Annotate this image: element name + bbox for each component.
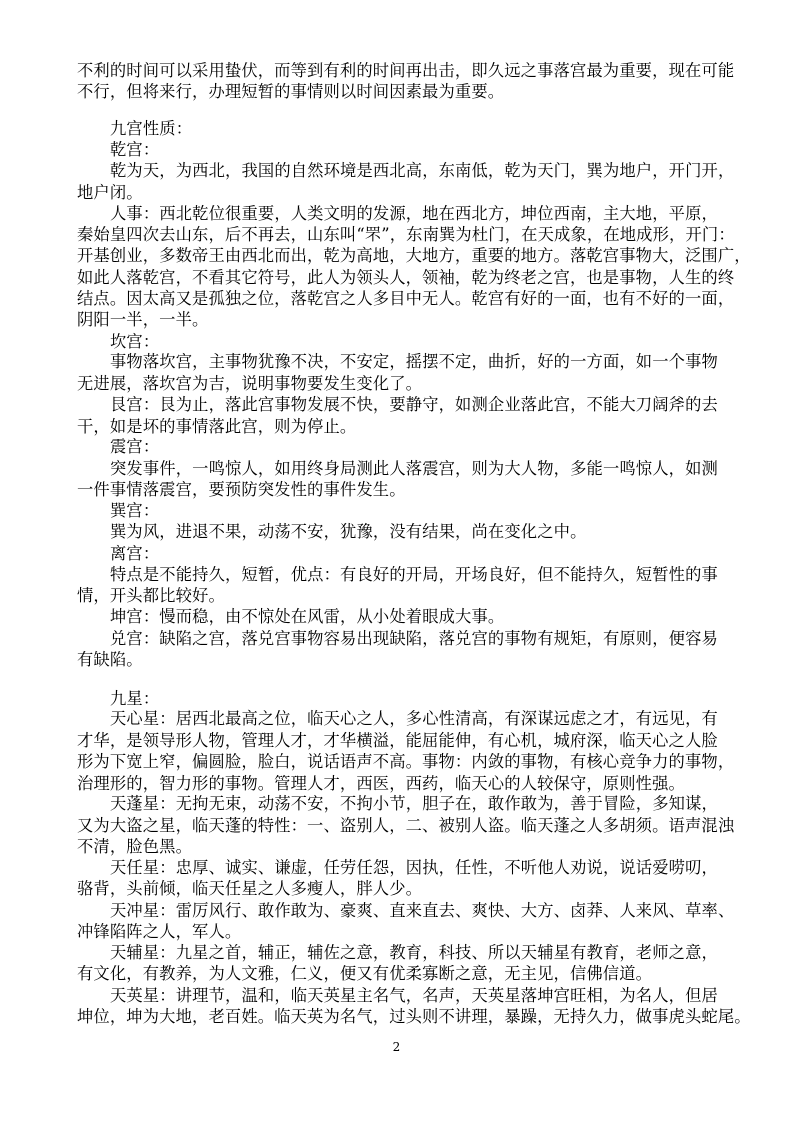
text-line: 地户闭。 xyxy=(77,183,143,202)
text-line: 天英星：讲理节，温和，临天英星主名气，名声，天英星落坤宫旺相，为名人，但居 xyxy=(110,986,718,1005)
text-line: 开基创业，多数帝王由西北而出，乾为高地，大地方，重要的地方。落乾宫事物大，泛围广， xyxy=(77,246,751,265)
text-line: 一件事情落震宫，要预防突发性的事件发生。 xyxy=(77,480,406,499)
text-line: 无进展，落坎宫为吉，说明事物要发生变化了。 xyxy=(77,374,423,393)
text-line: 特点是不能持久，短暂，优点：有良好的开局，开场良好，但不能持久，短暂性的事 xyxy=(110,565,718,584)
text-line: 不利的时间可以采用蛰伏，而等到有利的时间再出击，即久远之事落宫最为重要，现在可能 xyxy=(77,61,735,80)
text-line: 有文化，有教养，为人文雅，仁义，便又有优柔寡断之意，无主见，信佛信道。 xyxy=(77,964,653,983)
text-line: 坤位，坤为大地，老百姓。临天英为名气，过头则不讲理，暴躁，无持久力，做事虎头蛇尾。 xyxy=(77,1007,751,1026)
text-line: 人事：西北乾位很重要，人类文明的发源，地在西北方，坤位西南，主大地，平原， xyxy=(110,204,718,223)
text-line: 治理形的，智力形的事物。管理人才，西医，西药，临天心的人较保守，原则性强。 xyxy=(77,774,685,793)
page-number: 2 xyxy=(392,1040,401,1054)
text-line: 天辅星：九星之首，辅正，辅佐之意，教育，科技、所以天辅星有教育，老师之意， xyxy=(110,943,718,962)
text-line: 情，开头都比较好。 xyxy=(77,586,225,605)
text-line: 秦始皇四次去山东，后不再去，山东叫“罘”，东南巽为杜门，在天成象，在地成形，开门： xyxy=(77,225,735,244)
text-line: 不清，脸色黑。 xyxy=(77,837,193,856)
text-line: 乾宫： xyxy=(110,140,160,159)
text-line: 兑宫：缺陷之宫，落兑宫事物容易出现缺陷，落兑宫的事物有规矩，有原则，便容易 xyxy=(110,629,718,648)
text-line: 如此人落乾宫，不看其它符号，此人为领头人，领袖，乾为终老之宫，也是事物，人生的终 xyxy=(77,268,735,287)
text-line: 结点。因太高又是孤独之位，落乾宫之人多目中无人。乾宫有好的一面，也有不好的一面， xyxy=(77,289,735,308)
text-line: 九宫性质： xyxy=(110,119,193,138)
text-line: 才华，是领导形人物，管理人才，才华横溢，能屈能伸，有心机，城府深，临天心之人脸 xyxy=(77,731,718,750)
text-line: 突发事件，一鸣惊人，如用终身局测此人落震宫，则为大人物，多能一鸣惊人，如测 xyxy=(110,459,718,478)
text-line: 巽宫： xyxy=(110,501,160,520)
text-line: 干，如是坏的事情落此宫，则为停止。 xyxy=(77,417,357,436)
text-line: 乾为天，为西北，我国的自然环境是西北高，东南低，乾为天门，巽为地户，开门开， xyxy=(110,161,735,180)
text-line: 有缺陷。 xyxy=(77,650,143,669)
text-line: 九星： xyxy=(110,689,160,708)
text-line: 巽为风，进退不果，动荡不安，犹豫，没有结果，尚在变化之中。 xyxy=(110,522,587,541)
text-line: 事物落坎宫，主事物犹豫不决，不安定，摇摆不定，曲折，好的一方面，如一个事物 xyxy=(110,352,718,371)
text-line: 骆背，头前倾，临天任星之人多瘦人，胖人少。 xyxy=(77,879,423,898)
text-line: 天蓬星：无拘无束，动荡不安，不拘小节，胆子在，敢作敢为，善于冒险，多知谋， xyxy=(110,794,718,813)
text-line: 不行，但将来行，办理短暂的事情则以时间因素最为重要。 xyxy=(77,82,505,101)
text-line: 天冲星：雷厉风行、敢作敢为、豪爽、直来直去、爽快、大方、卤莽、人来风、草率、 xyxy=(110,901,735,920)
text-line: 艮宫：艮为止，落此宫事物发展不快，要静守，如测企业落此宫，不能大刀阔斧的去 xyxy=(110,395,718,414)
text-line: 又为大盗之星，临天蓬的特性：一、盗别人，二、被别人盗。临天蓬之人多胡须。语声混浊 xyxy=(77,816,735,835)
text-line: 形为下宽上窄，偏圆脸，脸白，说话语声不高。事物：内敛的事物，有核心竞争力的事物， xyxy=(77,752,735,771)
text-line: 天任星：忠厚、诚实、谦虚，任劳任怨，因执，任性，不听他人劝说，说话爱唠叨， xyxy=(110,858,718,877)
text-line: 震宫： xyxy=(110,437,160,456)
text-line: 天心星：居西北最高之位，临天心之人，多心性清高，有深谋远虑之才，有远见，有 xyxy=(110,709,718,728)
text-line: 坤宫：慢而稳，由不惊处在风雷，从小处着眼成大事。 xyxy=(110,607,505,626)
text-line: 坎宫： xyxy=(110,332,160,351)
text-line: 阴阳一半，一半。 xyxy=(77,310,209,329)
text-line: 离宫： xyxy=(110,544,160,563)
text-line: 冲锋陷阵之人，军人。 xyxy=(77,922,242,941)
